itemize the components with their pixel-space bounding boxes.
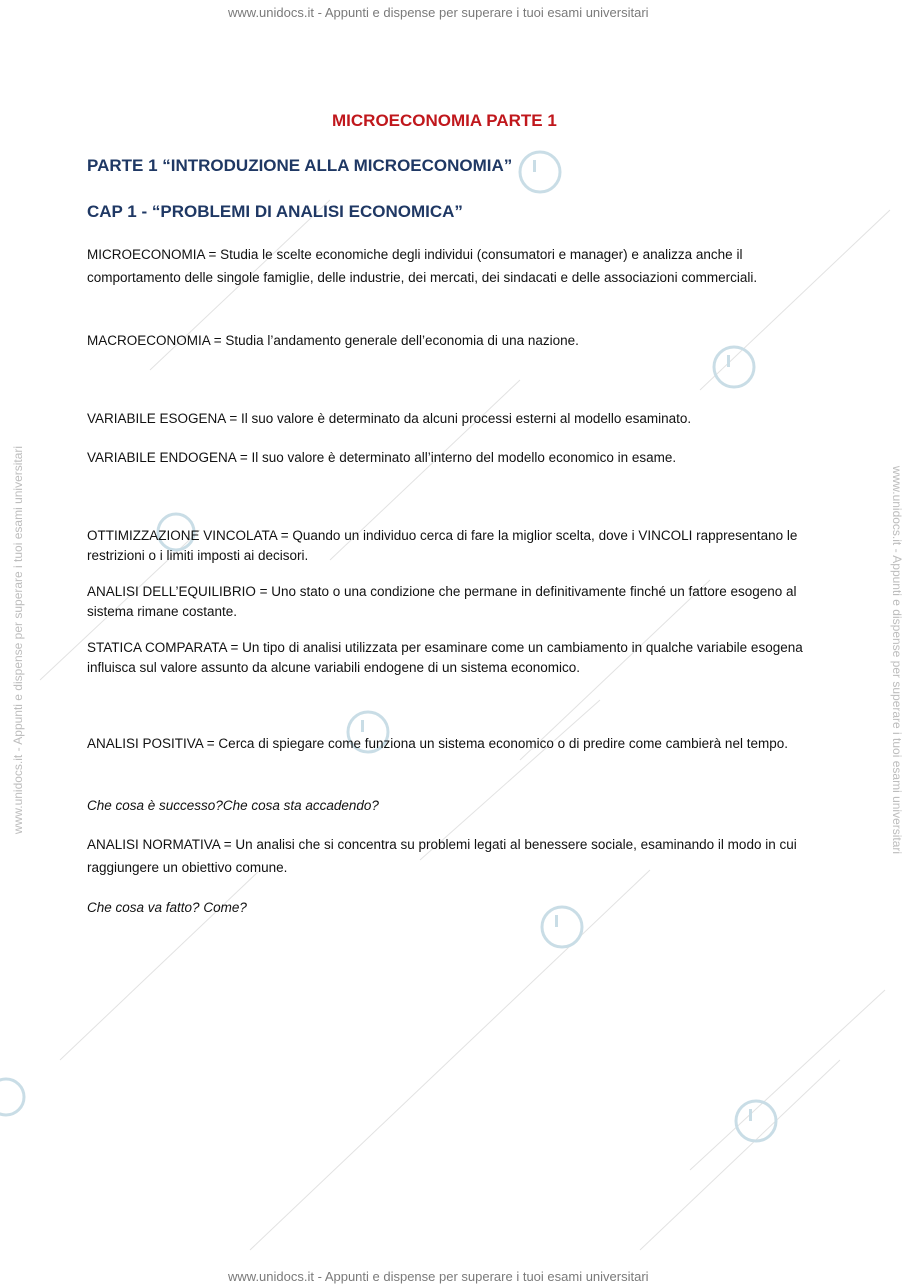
entry-term: VARIABILE ENDOGENA: [87, 450, 237, 465]
entry-variabile-endogena: [87, 446, 827, 469]
part-heading: PARTE 1 “INTRODUZIONE ALLA MICROECONOMIA”: [87, 156, 513, 175]
entry-term: MACROECONOMIA: [87, 333, 211, 348]
watermark-banner-bottom: www.unidocs.it - Appunti e dispense per superare i tuoi esami universitari: [228, 1269, 649, 1284]
entry-text: = Quando un individuo cerca di fare la miglior scelta, dove i VINCOLI rappresentano le restrizioni o i limiti imposti ai decisori.: [87, 528, 798, 563]
entry-analisi-equilibrio: [87, 582, 827, 622]
entry-variabile-esogena: [87, 407, 827, 430]
entry-text: = Studia l’andamento generale dell’economia di una nazione.: [210, 333, 579, 348]
entry-analisi-positiva: [87, 732, 827, 755]
entry-term: ANALISI POSITIVA: [87, 736, 204, 751]
entry-text: = Un analisi che si concentra su problemi legati al benessere sociale, esaminando il modo in cui raggiungere un obiettivo comune.: [87, 837, 797, 875]
entry-text: = Un tipo di analisi utilizzata per esaminare come un cambiamento in qualche variabile esogena influisca sul valore assunto da alcune variabili endogene di un sistema economico.: [87, 640, 803, 675]
entry-microeconomia: [87, 243, 827, 289]
entry-statica-comparata: [87, 638, 827, 678]
document-title: MICROECONOMIA PARTE 1: [332, 111, 557, 130]
entry-term: MICROECONOMIA: [87, 247, 205, 262]
entry-ottimizzazione-vincolata: [87, 526, 827, 566]
watermark-side-right: www.unidocs.it - Appunti e dispense per superare i tuoi esami universitari: [890, 465, 904, 855]
watermark-side-left: www.unidocs.it - Appunti e dispense per superare i tuoi esami universitari: [11, 445, 25, 835]
entry-term: OTTIMIZZAZIONE VINCOLATA: [87, 528, 278, 543]
watermark-banner-top: www.unidocs.it - Appunti e dispense per superare i tuoi esami universitari: [228, 5, 649, 20]
entry-text: = Cerca di spiegare come funziona un sistema economico o di predire come cambierà nel tempo.: [203, 736, 788, 751]
entry-text: = Uno stato o una condizione che permane in definitivamente finché un fattore esogeno al sistema rimane costante.: [87, 584, 797, 619]
entry-macroeconomia: [87, 329, 827, 352]
question-positive: Che cosa è successo?Che cosa sta accadendo?: [87, 798, 379, 813]
entry-text: = Il suo valore è determinato da alcuni processi esterni al modello esaminato.: [225, 411, 692, 426]
entry-term: STATICA COMPARATA: [87, 640, 227, 655]
entry-analisi-normativa: [87, 833, 827, 879]
entry-term: VARIABILE ESOGENA: [87, 411, 226, 426]
entry-text: = Studia le scelte economiche degli individui (consumatori e manager) e analizza anche il comportamento delle singole famiglie, delle industrie, dei mercati, dei sindacati e delle associazioni commerciali.: [87, 247, 758, 285]
entry-text: = Il suo valore è determinato all’interno del modello economico in esame.: [236, 450, 677, 465]
entry-term: ANALISI DELL’EQUILIBRIO: [87, 584, 256, 599]
entry-term: ANALISI NORMATIVA: [87, 837, 221, 852]
question-normative: Che cosa va fatto? Come?: [87, 900, 247, 915]
chapter-heading: CAP 1 - “PROBLEMI DI ANALISI ECONOMICA”: [87, 202, 463, 221]
